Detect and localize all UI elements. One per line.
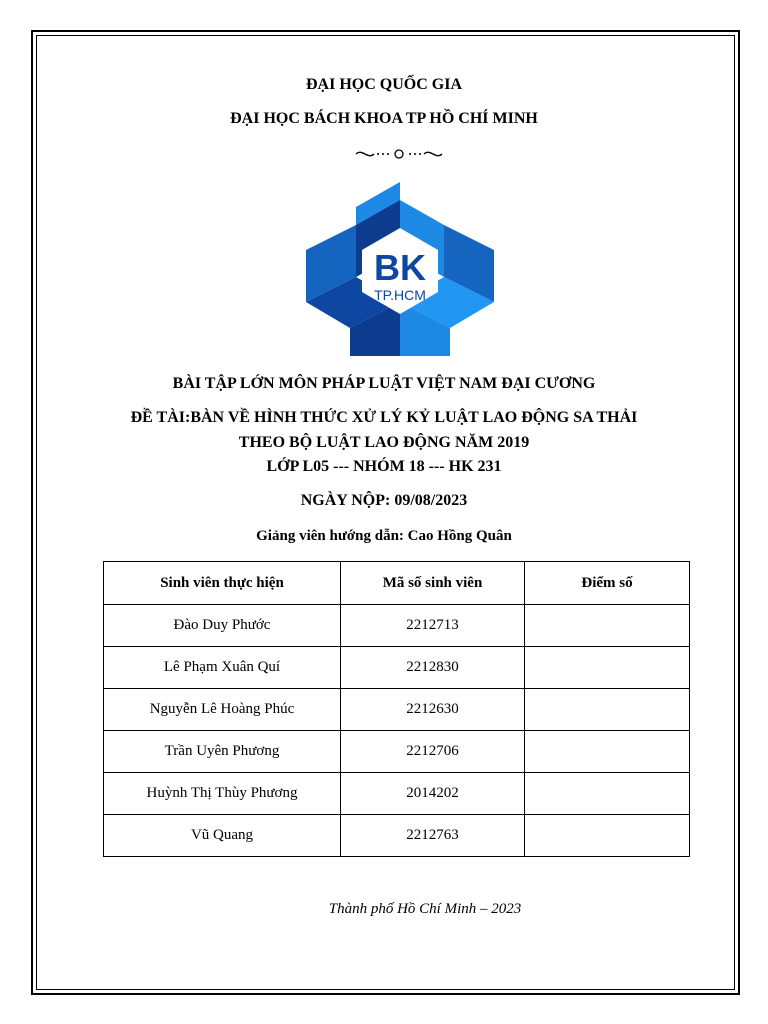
university-national-title: ĐẠI HỌC QUỐC GIA <box>305 76 462 93</box>
score-cell <box>525 647 690 689</box>
header-score: Điểm số <box>525 562 690 605</box>
student-name-cell: Trần Uyên Phương <box>104 731 341 773</box>
topic-line-2: THEO BỘ LUẬT LAO ĐỘNG NĂM 2019 <box>238 434 530 451</box>
topic-line-1: ĐỀ TÀI:BÀN VỀ HÌNH THỨC XỬ LÝ KỶ LUẬT LAO ĐỘNG SA THẢI <box>130 409 638 426</box>
instructor-line: Giảng viên hướng dẫn: Cao Hồng Quân <box>256 528 512 544</box>
header-student-name: Sinh viên thực hiện <box>104 562 341 605</box>
student-name-cell: Đào Duy Phước <box>104 605 341 647</box>
student-id-cell: 2014202 <box>341 773 525 815</box>
score-cell <box>525 773 690 815</box>
table-row <box>104 689 690 731</box>
table-row <box>104 605 690 647</box>
student-name-cell: Huỳnh Thị Thùy Phương <box>104 773 341 815</box>
student-name-cell: Vũ Quang <box>104 815 341 857</box>
score-cell <box>525 689 690 731</box>
class-group-semester: LỚP L05 --- NHÓM 18 --- HK 231 <box>266 458 502 475</box>
table-row <box>104 731 690 773</box>
place-year-footer: Thành phố Hồ Chí Minh – 2023 <box>328 901 522 917</box>
table-header-row <box>104 562 690 605</box>
student-name-cell: Lê Phạm Xuân Quí <box>104 647 341 689</box>
header-student-id: Mã số sinh viên <box>341 562 525 605</box>
student-table <box>103 561 690 857</box>
bk-university-logo <box>306 180 494 356</box>
ornament-divider-icon <box>354 145 444 163</box>
student-id-cell: 2212713 <box>341 605 525 647</box>
score-cell <box>525 605 690 647</box>
course-title: BÀI TẬP LỚN MÔN PHÁP LUẬT VIỆT NAM ĐẠI CƯƠNG <box>172 375 596 392</box>
submission-date: NGÀY NỘP: 09/08/2023 <box>300 492 468 509</box>
logo-bk-text: BK <box>374 247 426 288</box>
score-cell <box>525 815 690 857</box>
student-id-cell: 2212630 <box>341 689 525 731</box>
student-id-cell: 2212763 <box>341 815 525 857</box>
university-title: ĐẠI HỌC BÁCH KHOA TP HỒ CHÍ MINH <box>230 110 538 127</box>
table-row <box>104 815 690 857</box>
score-cell <box>525 731 690 773</box>
table-row <box>104 647 690 689</box>
table-row <box>104 773 690 815</box>
student-id-cell: 2212706 <box>341 731 525 773</box>
student-name-cell: Nguyễn Lê Hoàng Phúc <box>104 689 341 731</box>
student-id-cell: 2212830 <box>341 647 525 689</box>
logo-city-text: TP.HCM <box>374 287 426 303</box>
